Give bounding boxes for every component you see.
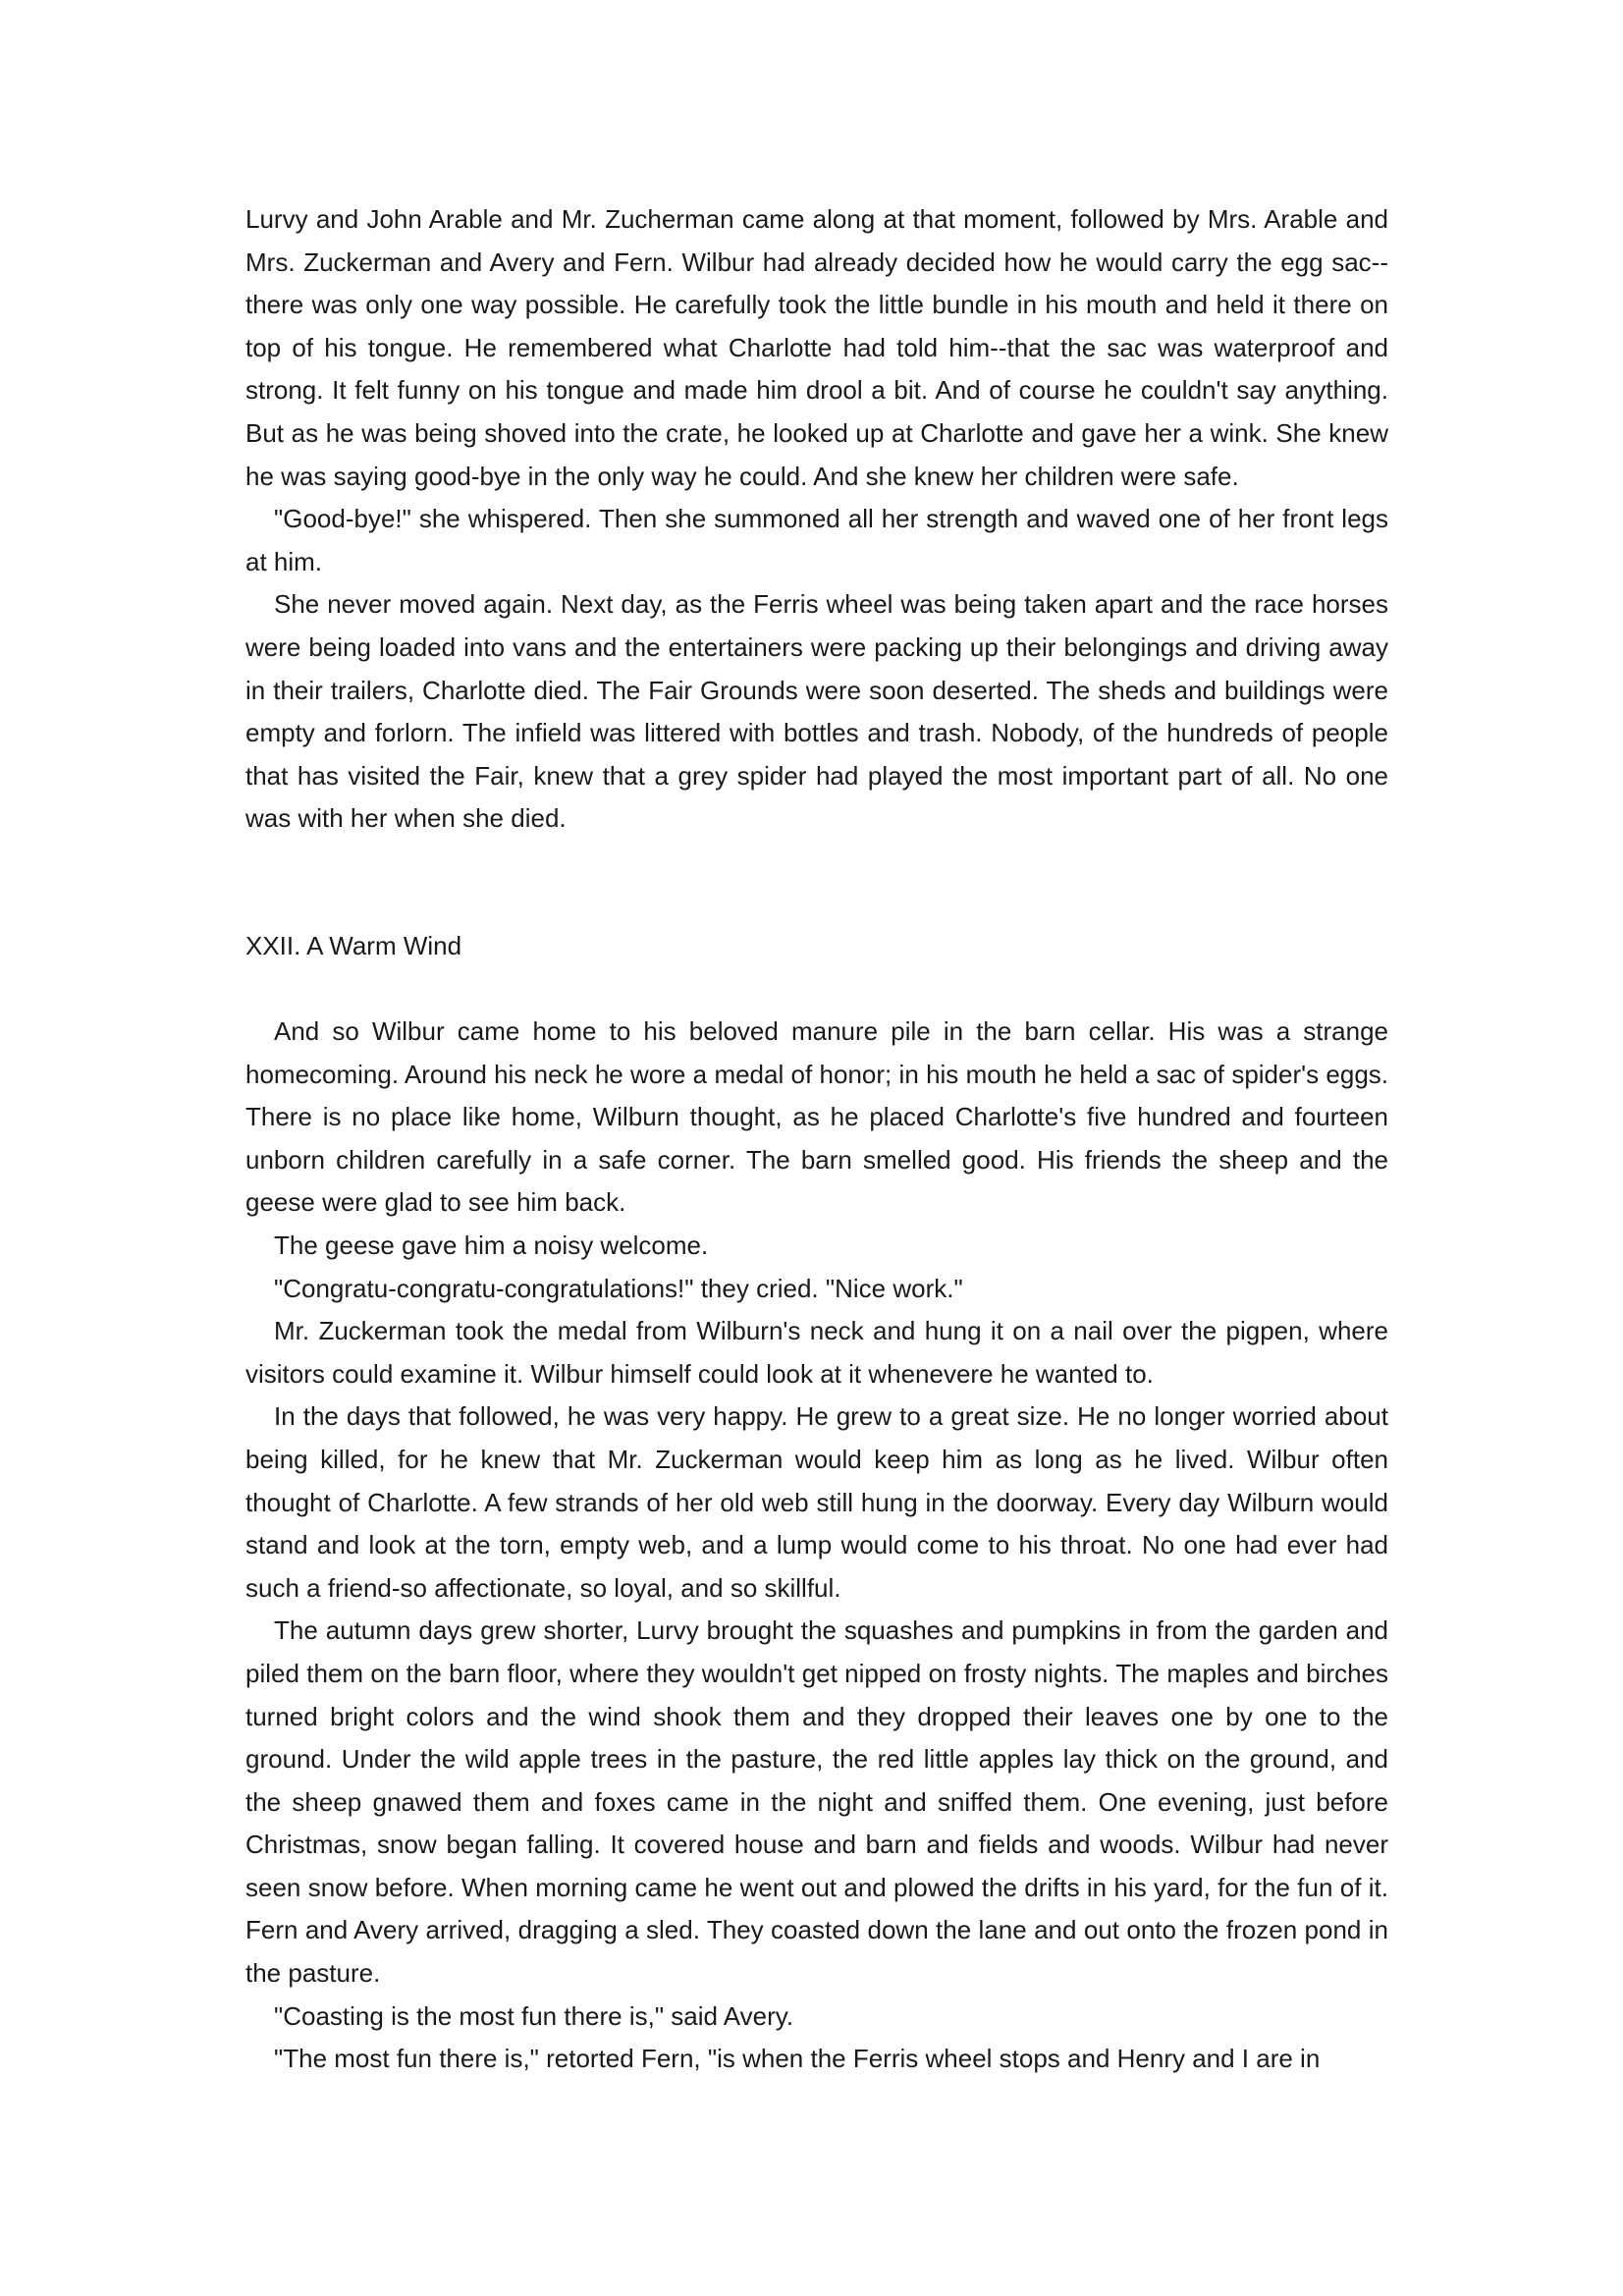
paragraph: "The most fun there is," retorted Fern, "is when the Ferris wheel stops and Henry and I are in (274, 2044, 1321, 2074)
paragraph: "Coasting is the most fun there is," said Avery. (274, 2000, 794, 2031)
paragraph: "Congratu-congratu-congratulations!" they cried. "Nice work." (274, 1273, 963, 1303)
paragraph: And so Wilbur came home to his beloved manure pile in the barn cellar. His was a strange homecoming. Around his neck he wore a medal of honor; in his mouth he held a sac of spider's eggs. There is no place like home, Wilburn thought, as he placed Charlotte's five hundred and fourteen unborn children carefully in a safe corner. The barn smelled good. His friends the sheep and the geese were glad to see him back. (245, 1016, 1388, 1218)
paragraph: Mr. Zuckerman took the medal from Wilburn's neck and hung it on a nail over the pigpen, where visitors could examine it. Wilbur himself could look at it whenevere he wanted to. (245, 1316, 1388, 1389)
paragraph: Lurvy and John Arable and Mr. Zucherman came along at that moment, followed by Mrs. Arable and Mrs. Zuckerman and Avery and Fern. Wilbur had already decided how he would carry the egg sac--there was only one way possible. He carefully took the little bundle in his mouth and held it there on top of his tongue. He remembered what Charlotte had told him--that the sac was waterproof and strong. It felt funny on his tongue and made him drool a bit. And of course he couldn't say anything. But as he was being shoved into the crate, he looked up at Charlotte and gave her a wink. She knew he was saying good-bye in the only way he could. And she knew her children were safe. (245, 204, 1388, 491)
paragraph: The autumn days grew shorter, Lurvy brought the squashes and pumpkins in from the garden and piled them on the barn floor, where they wouldn't get nipped on frosty nights. The maples and birches turned bright colors and the wind shook them and they dropped their leaves one by one to the ground. Under the wild apple trees in the pasture, the red little apples lay thick on the ground, and the sheep gnawed them and foxes came in the night and sniffed them. One evening, just before Christmas, snow began falling. It covered house and barn and fields and woods. Wilbur had never seen snow before. When morning came he went out and plowed the drifts in his yard, for the fun of it. Fern and Avery arrived, dragging a sled. They coasted down the lane and out onto the frozen pond in the pasture. (245, 1615, 1388, 1989)
chapter-heading-block (245, 925, 1388, 968)
paragraph: In the days that followed, he was very happy. He grew to a great size. He no longer worried about being killed, for he knew that Mr. Zuckerman would keep him as long as he lived. Wilbur often thought of Charlotte. A few strands of her old web still hung in the doorway. Every day Wilburn would stand and look at the torn, empty web, and a lump would come to his throat. No one had ever had such a friend-so affectionate, so loyal, and so skillful. (245, 1401, 1388, 1603)
paragraph: She never moved again. Next day, as the Ferris wheel was being taken apart and the race horses were being loaded into vans and the entertainers were packing up their belongings and driving away in their trailers, Charlotte died. The Fair Grounds were soon deserted. The sheds and buildings were empty and forlorn. The infield was littered with bottles and trash. Nobody, of the hundreds of people that has visited the Fair, knew that a grey spider had played the most important part of all. No one was with her when she died. (245, 589, 1388, 834)
paragraph: "Good-bye!" she whispered. Then she summoned all her strength and waved one of her front legs at him. (245, 504, 1388, 576)
section-two-text (245, 1011, 1388, 2081)
chapter-heading: XXII. A Warm Wind (245, 931, 462, 960)
section-one-text (245, 198, 1388, 841)
paragraph: The geese gave him a noisy welcome. (274, 1230, 709, 1260)
